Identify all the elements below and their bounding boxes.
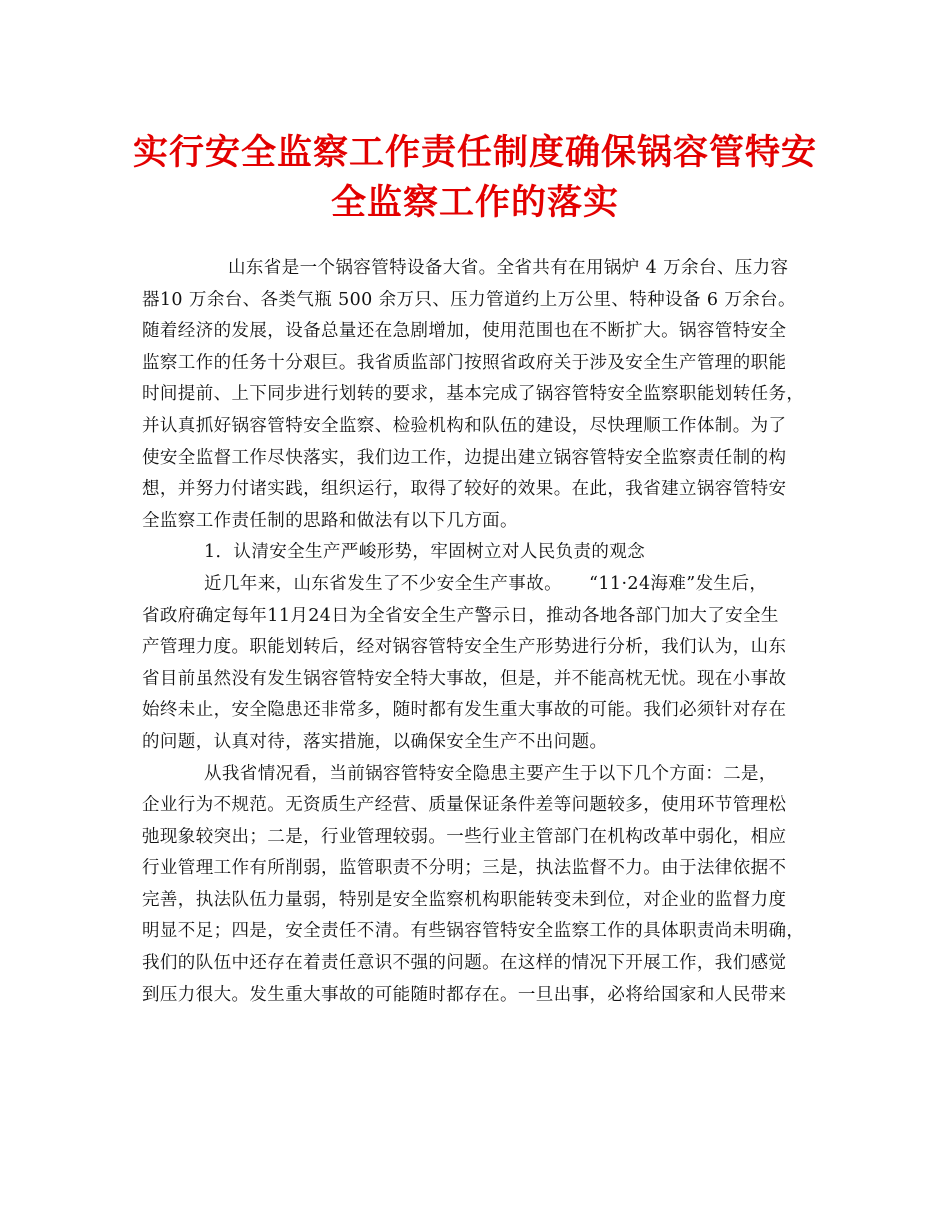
paragraph-line: 器10 万余台、各类气瓶 500 余万只、压力管道约上万公里、特种设备 6 万余台。 [142,289,796,310]
paragraph-line: 完善，执法队伍力量弱，特别是安全监察机构职能转变未到位，对企业的监督力度 [142,889,787,910]
paragraph-line: 行业管理工作有所削弱，监管职责不分明；三是，执法监督不力。由于法律依据不 [142,858,787,879]
paragraph-line: 到压力很大。发生重大事故的可能随时都存在。一旦出事，必将给国家和人民带来 [142,984,787,1005]
paragraph-line: 时间提前、上下同步进行划转的要求，基本完成了锅容管特安全监察职能划转任务， [142,384,805,405]
paragraph-line: 使安全监督工作尽快落实，我们边工作，边提出建立锅容管特安全监察责任制的构 [142,447,787,468]
document-body [142,253,812,1011]
section-heading: 1．认清安全生产严峻形势，牢固树立对人民负责的观念 [204,542,646,563]
paragraph-line: 的问题，认真对待，落实措施，以确保安全生产不出问题。 [142,731,608,752]
paragraph-line: 并认真抓好锅容管特安全监察、检验机构和队伍的建设，尽快理顺工作体制。为了 [142,415,787,436]
paragraph-line: 省目前虽然没有发生锅容管特安全特大事故，但是，并不能高枕无忧。现在小事故 [142,668,787,689]
paragraph-line: 想，并努力付诸实践，组织运行，取得了较好的效果。在此，我省建立锅容管特安 [142,479,787,500]
paragraph-line: 弛现象较突出；二是，行业管理较弱。一些行业主管部门在机构改革中弱化，相应 [142,826,787,847]
paragraph-line: 随着经济的发展，设备总量还在急剧增加，使用范围也在不断扩大。锅容管特安全 [142,321,787,342]
paragraph-line: 从我省情况看，当前锅容管特安全隐患主要产生于以下几个方面：二是， [204,763,777,784]
paragraph-line: 产管理力度。职能划转后，经对锅容管特安全生产形势进行分析，我们认为，山东 [142,637,787,658]
paragraph-line: 企业行为不规范。无资质生产经营、质量保证条件差等问题较多，使用环节管理松 [142,795,787,816]
paragraph-line: 我们的队伍中还存在着责任意识不强的问题。在这样的情况下开展工作，我们感觉 [142,953,787,974]
title-line-2: 全监察工作的落实 [330,183,619,223]
paragraph-line: 山东省是一个锅容管特设备大省。全省共有在用锅炉 4 万余台、压力容 [228,258,789,278]
paragraph-line: 省政府确定每年11月24日为全省安全生产警示日，推动各地各部门加大了安全生 [142,605,779,626]
paragraph-line: 监察工作的任务十分艰巨。我省质监部门按照省政府关于涉及安全生产管理的职能 [142,352,787,373]
paragraph-line: 始终未止，安全隐患还非常多，随时都有发生重大事故的可能。我们必须针对存在 [142,700,787,721]
document-title [100,128,850,228]
paragraph-line: 全监察工作责任制的思路和做法有以下几方面。 [142,510,518,531]
paragraph-line: 明显不足；四是，安全责任不清。有些锅容管特安全监察工作的具体职责尚未明确， [142,921,805,942]
title-line-1: 实行安全监察工作责任制度确保锅容管特安 [132,133,817,173]
paragraph-line: 近几年来，山东省发生了不少安全生产事故。 “11·24海难”发生后， [204,573,768,594]
